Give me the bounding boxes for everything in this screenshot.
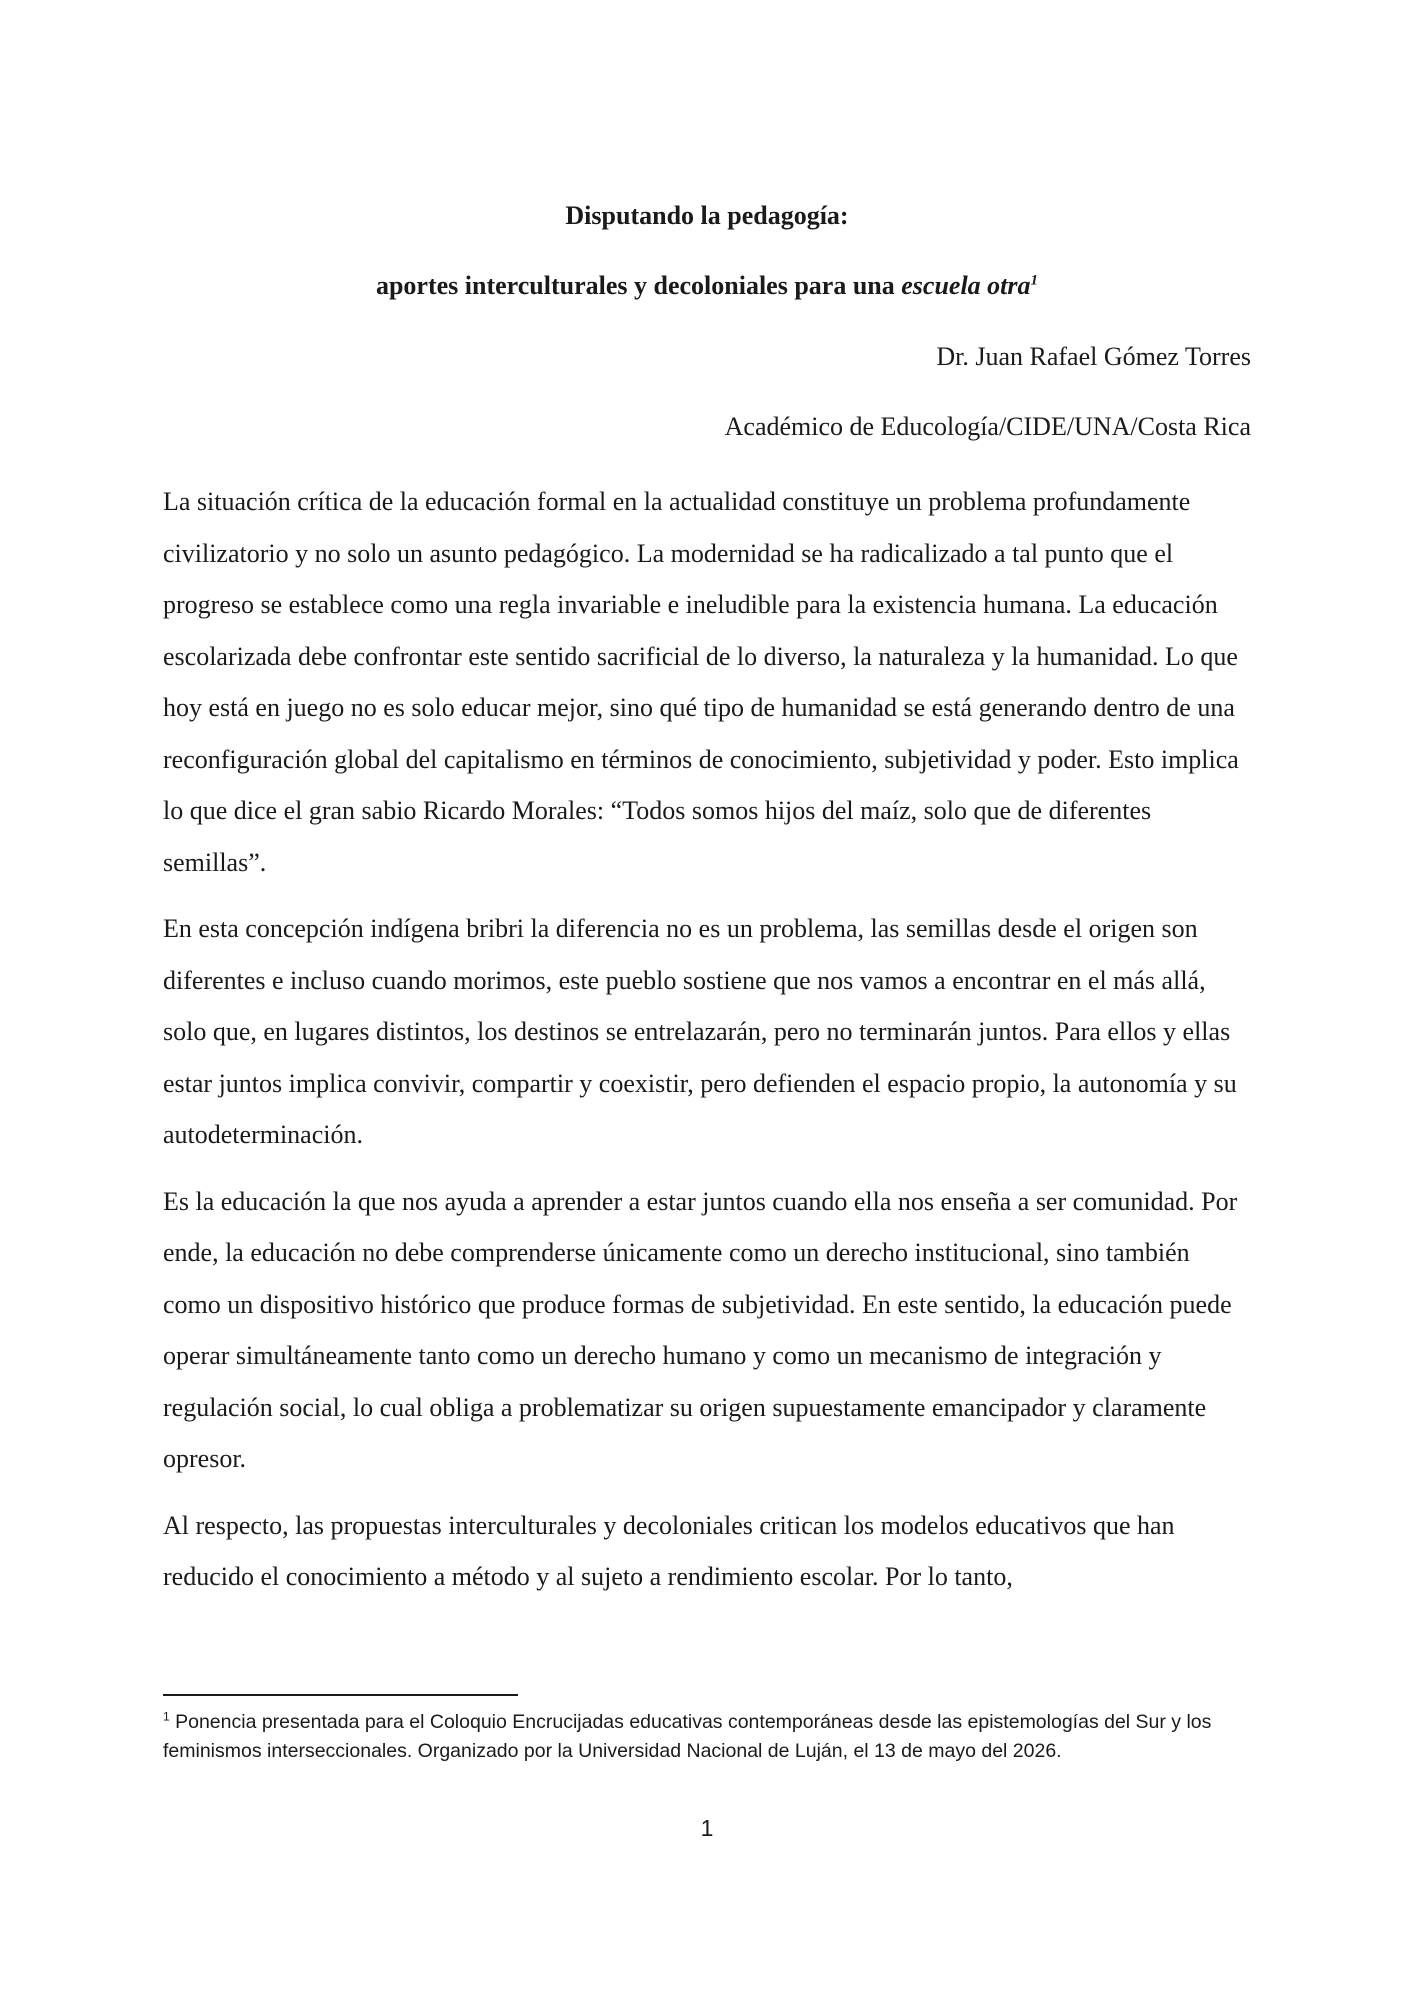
footnote-text: Ponencia presentada para el Coloquio Encrucijadas educativas contemporáneas desde las epistemologías del Sur y los feminismos interseccionales. Organizado por la Universidad Nacional de Luján, el 13 de mayo del 2026. — [163, 1711, 1212, 1762]
author-name: Dr. Juan Rafael Gómez Torres — [936, 342, 1251, 371]
paragraph-4: Al respecto, las propuestas interculturales y decoloniales critican los modelos educativos que han reducido el conocimiento a método y al sujeto a rendimiento escolar. Por lo tanto, — [163, 1510, 1175, 1591]
title-line-2-italic: escuela otra — [901, 271, 1031, 300]
page-number: 1 — [700, 1815, 714, 1841]
body-text — [163, 476, 1251, 1618]
title-line-2-text: aportes interculturales y decoloniales para una — [375, 271, 902, 300]
title-footnote-marker[interactable]: 1 — [1030, 272, 1039, 289]
title-line-1: Disputando la pedagogía: — [565, 201, 849, 230]
footnote-divider — [163, 1694, 518, 1696]
paragraph-2: En esta concepción indígena bribri la diferencia no es un problema, las semillas desde el origen son diferentes e incluso cuando morimos, este pueblo sostiene que nos vamos a encontrar en el más allá, solo que, en lugares distintos, los destinos se entrelazarán, pero no terminarán juntos. Para ellos y ellas estar juntos implica convivir, compartir y coexistir, pero defienden el espacio propio, la autonomía y su autodeterminación. — [163, 914, 1237, 1149]
title-line-2 — [163, 273, 1251, 299]
footnote-marker: 1 — [163, 1709, 170, 1724]
paragraph-1: La situación crítica de la educación formal en la actualidad constituye un problema profundamente civilizatorio y no solo un asunto pedagógico. La modernidad se ha radicalizado a tal punto que el progreso se establece como una regla invariable e ineludible para la existencia humana. La educación escolarizada debe confrontar este sentido sacrificial de lo diverso, la naturaleza y la humanidad. Lo que hoy está en juego no es solo educar mejor, sino qué tipo de humanidad se está generando dentro de una reconfiguración global del capitalismo en términos de conocimiento, subjetividad y poder. Esto implica lo que dice el gran sabio Ricardo Morales: “Todos somos hijos del maíz, solo que de diferentes semillas”. — [163, 487, 1239, 877]
paragraph-3: Es la educación la que nos ayuda a aprender a estar juntos cuando ella nos enseña a ser comunidad. Por ende, la educación no debe comprenderse únicamente como un derecho institucional, sino también como un dispositivo histórico que produce formas de subjetividad. En este sentido, la educación puede operar simultáneamente tanto como un derecho humano y como un mecanismo de integración y regulación social, lo cual obliga a problematizar su origen supuestamente emancipador y claramente opresor. — [163, 1186, 1238, 1473]
footnote — [163, 1708, 1251, 1766]
author-affiliation: Académico de Educología/CIDE/UNA/Costa Rica — [724, 412, 1251, 441]
